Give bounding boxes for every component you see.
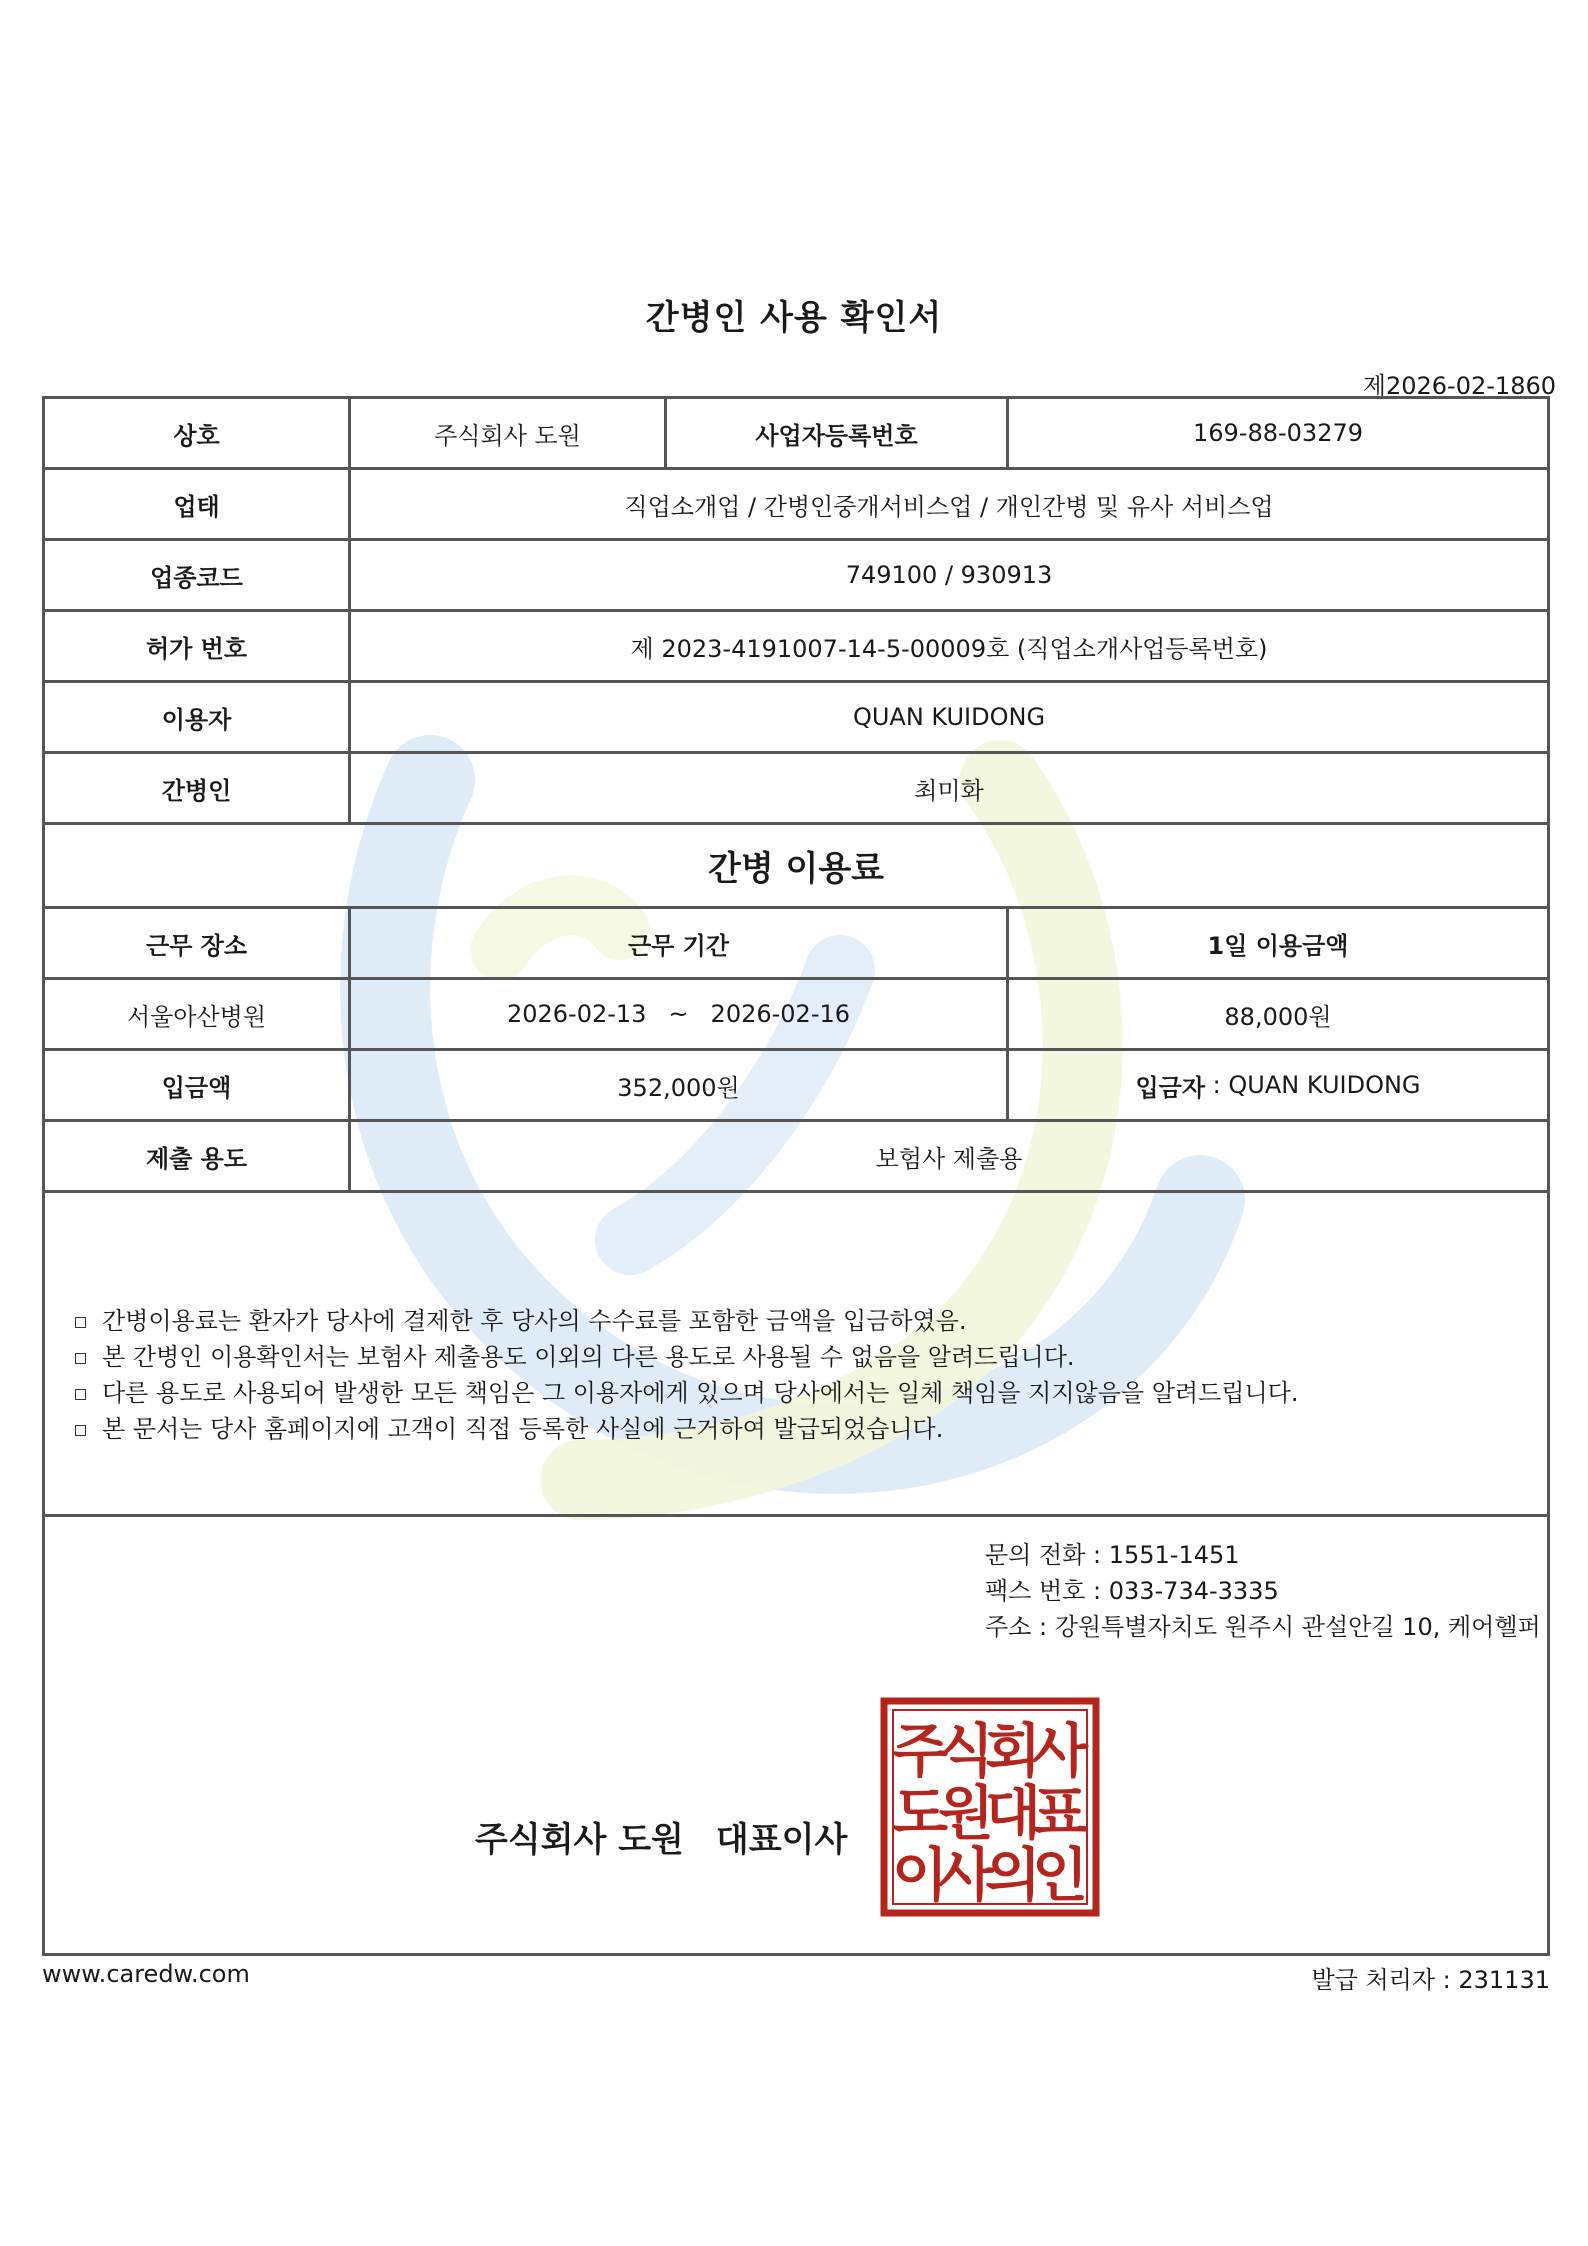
signer-company: 주식회사 도원 — [475, 1820, 684, 1860]
depositor-label: 입금자 — [1135, 1073, 1206, 1102]
depositor — [1006, 1051, 1547, 1119]
svg-text:사: 사 — [1031, 1717, 1089, 1785]
industry-code-value: 749100 / 930913 — [348, 541, 1547, 609]
svg-text:도: 도 — [891, 1779, 949, 1847]
bizno-label: 사업자등록번호 — [664, 399, 1006, 467]
purpose-value: 보험사 제출용 — [348, 1122, 1547, 1190]
row-company — [45, 399, 1547, 470]
row-fee-header — [45, 909, 1547, 980]
daily-amount-header: 1일 이용금액 — [1006, 909, 1547, 977]
row-purpose — [45, 1122, 1547, 1193]
note-text: 본 간병인 이용확인서는 보험사 제출용도 이외의 다른 용도로 사용될 수 없음을 알려드립니다. — [102, 1343, 1075, 1371]
period-separator: ~ — [668, 1000, 689, 1028]
purpose-label: 제출 용도 — [145, 1144, 248, 1173]
bullet-icon — [75, 1353, 86, 1364]
signer-role: 대표이사 — [715, 1820, 848, 1860]
svg-text:인: 인 — [1031, 1841, 1089, 1909]
row-caregiver — [45, 754, 1547, 825]
business-type-value: 직업소개업 / 간병인중개서비스업 / 개인간병 및 유사 서비스업 — [348, 470, 1547, 538]
svg-text:회: 회 — [984, 1717, 1042, 1785]
company-seal-stamp — [880, 1697, 1100, 1917]
contact-fax: 팩스 번호 : 033-734-3335 — [985, 1577, 1279, 1605]
industry-code-label: 업종코드 — [150, 563, 243, 592]
bullet-icon — [75, 1425, 86, 1436]
footer-issuer: 발급 처리자 : 231131 — [1311, 1966, 1550, 1994]
user-value: QUAN KUIDONG — [348, 683, 1547, 751]
note-item — [75, 1339, 1298, 1375]
footer-website[interactable]: www.caredw.com — [42, 1960, 250, 1988]
bizno-value: 169-88-03279 — [1006, 399, 1547, 467]
bullet-icon — [75, 1389, 86, 1400]
depositor-colon: : — [1205, 1071, 1229, 1099]
svg-text:사: 사 — [937, 1841, 995, 1909]
svg-text:주: 주 — [891, 1717, 949, 1785]
daily-amount-value: 88,000원 — [1006, 980, 1547, 1048]
note-text: 본 문서는 당사 홈페이지에 고객이 직접 등록한 사실에 근거하여 발급되었습니다. — [102, 1415, 944, 1443]
note-text: 다른 용도로 사용되어 발생한 모든 책임은 그 이용자에게 있으며 당사에서는 일체 책임을 지지않음을 알려드립니다. — [102, 1379, 1299, 1407]
note-item — [75, 1303, 1298, 1339]
business-type-label: 업태 — [173, 492, 220, 521]
note-text: 간병이용료는 환자가 당사에 결제한 후 당사의 수수료를 포함한 금액을 입금하였음. — [102, 1307, 967, 1335]
place-header: 근무 장소 — [145, 931, 248, 960]
period-start: 2026-02-13 — [506, 1000, 647, 1028]
document-title: 간병인 사용 확인서 — [645, 298, 943, 338]
svg-text:이: 이 — [891, 1841, 949, 1909]
note-item — [75, 1375, 1298, 1411]
place-value: 서울아산병원 — [126, 1002, 267, 1031]
note-item — [75, 1411, 1298, 1447]
document-frame — [42, 396, 1550, 1956]
permit-label: 허가 번호 — [145, 634, 248, 663]
period-header: 근무 기간 — [348, 909, 1006, 977]
svg-text:대: 대 — [984, 1779, 1042, 1847]
svg-text:식: 식 — [937, 1717, 995, 1785]
row-fee-title — [45, 825, 1547, 909]
bullet-icon — [75, 1317, 86, 1328]
contact-address: 주소 : 강원특별자치도 원주시 관설안길 10, 케어헬퍼 — [985, 1613, 1541, 1641]
deposit-value: 352,000원 — [348, 1051, 1006, 1119]
depositor-value: QUAN KUIDONG — [1228, 1071, 1421, 1099]
notes-section — [45, 1193, 1547, 1517]
row-user — [45, 683, 1547, 754]
row-business-type — [45, 470, 1547, 541]
contact-info — [985, 1537, 1541, 1645]
user-label: 이용자 — [161, 705, 232, 734]
svg-text:원: 원 — [937, 1779, 995, 1847]
period-end: 2026-02-16 — [710, 1000, 851, 1028]
svg-text:의: 의 — [984, 1841, 1042, 1909]
row-permit — [45, 612, 1547, 683]
fee-section-title: 간병 이용료 — [707, 849, 885, 889]
row-deposit — [45, 1051, 1547, 1122]
notes-list — [75, 1303, 1298, 1447]
row-fee-values — [45, 980, 1547, 1051]
permit-value: 제 2023-4191007-14-5-00009호 (직업소개사업등록번호) — [348, 612, 1547, 680]
signature-section — [45, 1517, 1547, 1953]
document-number: 제2026-02-1860 — [1362, 372, 1556, 400]
caregiver-value: 최미화 — [348, 754, 1547, 822]
company-label: 상호 — [173, 421, 220, 450]
company-value: 주식회사 도원 — [348, 399, 664, 467]
period-value — [348, 980, 1006, 1048]
row-industry-code — [45, 541, 1547, 612]
deposit-label: 입금액 — [161, 1073, 232, 1102]
svg-text:표: 표 — [1031, 1779, 1089, 1847]
caregiver-label: 간병인 — [161, 776, 232, 805]
contact-phone: 문의 전화 : 1551-1451 — [985, 1541, 1240, 1569]
signer — [475, 1812, 847, 1861]
